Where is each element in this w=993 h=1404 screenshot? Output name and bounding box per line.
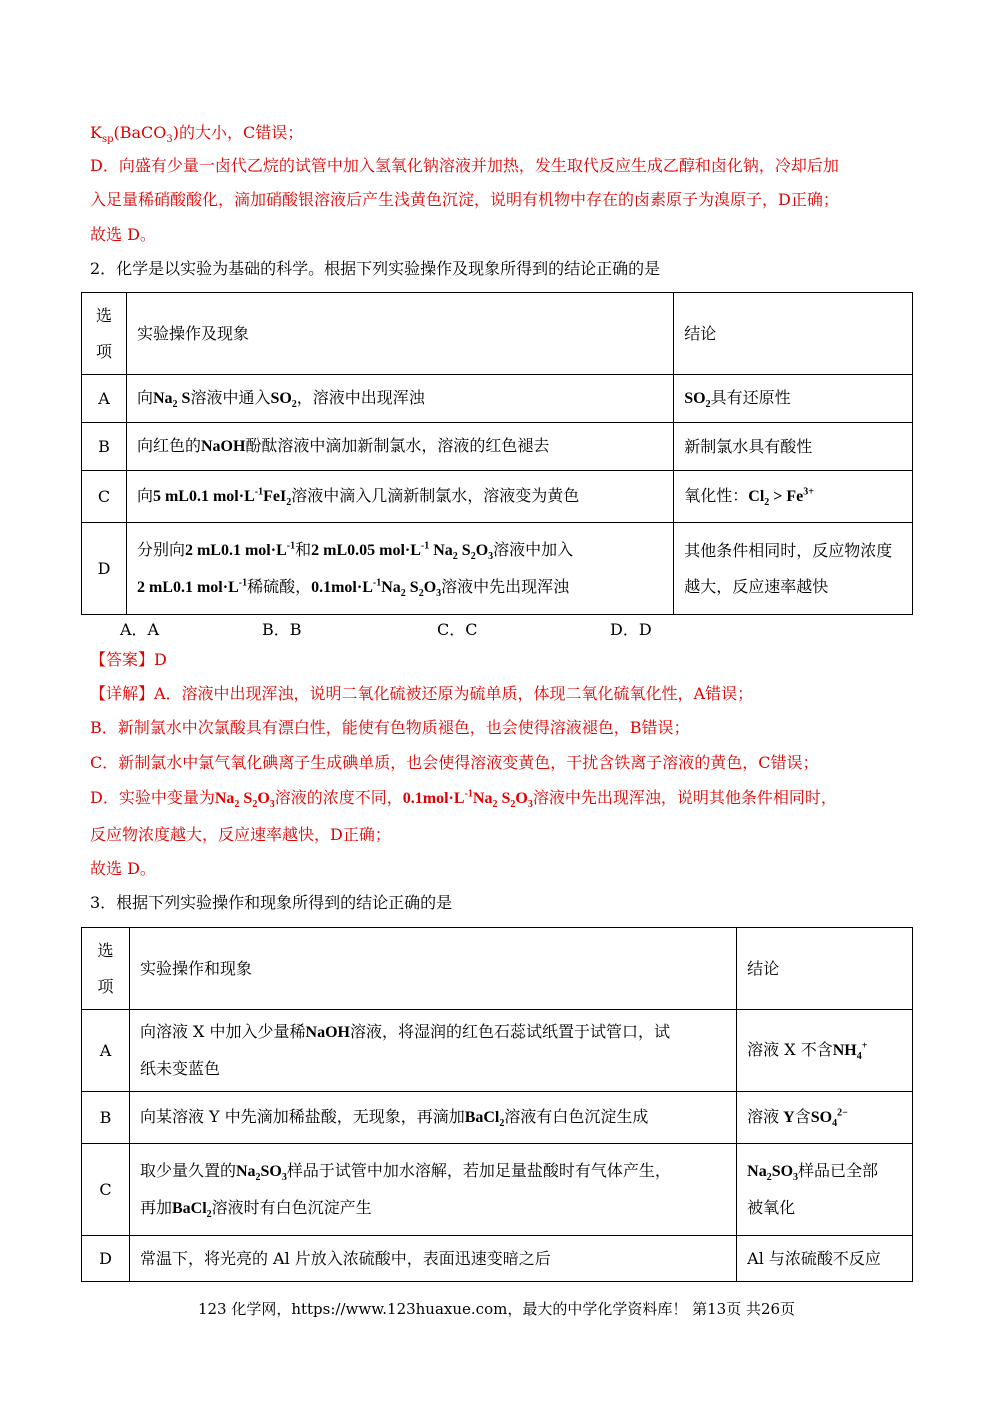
q2-header-option: 选 项: [82, 293, 127, 375]
q3-header-conclusion: 结论: [737, 928, 913, 1010]
page-footer: 123 化学网，https://www.123huaxue.com，最大的中学化学资料库！ 第13页 共26页: [197, 1300, 796, 1318]
q3-header-row: [82, 928, 913, 1010]
q2-a-operation: 向$Na_2$ S溶液中通入$SO_2$，溶液中出现浑浊: [126, 375, 673, 423]
choice-d[interactable]: D．D: [610, 620, 652, 639]
prev-explanation-d-line1: D．向盛有少量一卤代乙烷的试管中加入氢氧化钠溶液并加热，发生取代反应生成乙醇和卤化钠，冷却后加: [90, 156, 839, 175]
q3-a-operation: 向溶液 X 中加入少量稀NaOH溶液，将湿润的红色石蕊试纸置于试管口，试 纸未变蓝色: [129, 1010, 736, 1092]
q3-table: [81, 927, 913, 1282]
q2-stem: 2．化学是以实验为基础的科学。根据下列实验操作及现象所得到的结论正确的是: [90, 259, 661, 278]
q2-detail-b: B．新制氯水中次氯酸具有漂白性，能使有色物质褪色，也会使得溶液褪色，B错误；: [90, 718, 690, 737]
q2-d-operation: 分别向2 mL0.1 $mol\cdot L^{-1}$和2 mL0.05 $mol\cdot L^{-1}$ $Na_2$ $S_2O_3$溶液中加入 2 mL0.1 $mol\cdot L^{-1}$稀硫酸，$0.1mol\cdot L^{-1}Na_2$ $S_2O_3$溶液中先出现浑浊: [126, 523, 673, 615]
q3-a-conclusion: 溶液 X 不含$NH_4^+$: [737, 1010, 913, 1092]
q2-detail-d: D．实验中变量为$Na_2$ $S_2O_3$溶液的浓度不同，$0.1mol\cdot L^{-1}Na_2$ $S_2O_3$溶液中先出现浑浊，说明其他条件相同时，: [90, 788, 837, 811]
prev-explanation-d-line2: 入足量稀硝酸酸化，滴加硝酸银溶液后产生浅黄色沉淀，说明有机物中存在的卤素原子为溴原子，D正确；: [90, 190, 839, 209]
q2-header-operation: 实验操作及现象: [126, 293, 673, 375]
q2-detail-a: 【详解】A．溶液中出现浑浊，说明二氧化硫被还原为硫单质，体现二氧化硫氧化性，A错误；: [90, 684, 754, 703]
q3-d-operation: 常温下，将光亮的 Al 片放入浓硫酸中，表面迅速变暗之后: [129, 1236, 736, 1282]
table-row: A 向溶液 X 中加入少量稀NaOH溶液，将湿润的红色石蕊试纸置于试管口，试 纸未变蓝色 溶液 X 不含$NH_4^+$: [82, 1010, 913, 1092]
q3-c-operation: 取少量久置的$Na_2SO_3$样品于试管中加水溶解，若加足量盐酸时有气体产生， 再加BaCl$_2$溶液时有白色沉淀产生: [129, 1144, 736, 1236]
table-row: C 向5 mL0.1 $mol\cdot L^{-1}FeI_2$溶液中滴入几滴新制氯水，溶液变为黄色 氧化性：$Cl_2 > Fe^{3+}$: [82, 471, 913, 523]
q3-b-operation: 向某溶液 Y 中先滴加稀盐酸，无现象，再滴加BaCl$_2$溶液有白色沉淀生成: [129, 1092, 736, 1144]
q3-c-conclusion: $Na_2SO_3$样品已全部 被氧化: [737, 1144, 913, 1236]
choice-b[interactable]: B．B: [262, 620, 302, 639]
q2-table: [81, 292, 913, 615]
q2-header-row: [82, 293, 913, 375]
table-row: D 分别向2 mL0.1 $mol\cdot L^{-1}$和2 mL0.05 $mol\cdot L^{-1}$ $Na_2$ $S_2O_3$溶液中加入 2 mL0.1 $mol\cdot L^{-1}$稀硫酸，$0.1mol\cdot L^{-1}Na_2$ $S_2O_3$溶液中先出现浑浊 其他条件相同时，反应物浓度 越大，反应速率越快: [82, 523, 913, 615]
q3-b-conclusion: 溶液 Y含$SO_4^{2-}$: [737, 1092, 913, 1144]
q2-b-operation: 向红色的NaOH酚酞溶液中滴加新制氯水，溶液的红色褪去: [126, 423, 673, 471]
q3-header-option: 选 项: [82, 928, 130, 1010]
q2-detail-c: C．新制氯水中氯气氧化碘离子生成碘单质，也会使得溶液变黄色，干扰含铁离子溶液的黄色，C错误；: [90, 753, 819, 772]
choice-c[interactable]: C．C: [437, 620, 478, 639]
prev-explanation-c-tail: $K_{sp}(BaCO_3)$的大小，C错误；: [90, 123, 304, 146]
q3-d-conclusion: Al 与浓硫酸不反应: [737, 1236, 913, 1282]
q2-d-conclusion: 其他条件相同时，反应物浓度 越大，反应速率越快: [674, 523, 913, 615]
table-row: B 向某溶液 Y 中先滴加稀盐酸，无现象，再滴加BaCl$_2$溶液有白色沉淀生成 溶液 Y含$SO_4^{2-}$: [82, 1092, 913, 1144]
table-row: A 向$Na_2$ S溶液中通入$SO_2$，溶液中出现浑浊 $SO_2$具有还原性: [82, 375, 913, 423]
table-row: B 向红色的NaOH酚酞溶液中滴加新制氯水，溶液的红色褪去 新制氯水具有酸性: [82, 423, 913, 471]
q3-stem: 3．根据下列实验操作和现象所得到的结论正确的是: [90, 893, 453, 912]
table-row: D 常温下，将光亮的 Al 片放入浓硫酸中，表面迅速变暗之后 Al 与浓硫酸不反应: [82, 1236, 913, 1282]
q2-b-conclusion: 新制氯水具有酸性: [674, 423, 913, 471]
table-row: C 取少量久置的$Na_2SO_3$样品于试管中加水溶解，若加足量盐酸时有气体产生， 再加BaCl$_2$溶液时有白色沉淀产生 $Na_2SO_3$样品已全部 被氧化: [82, 1144, 913, 1236]
q2-choose: 故选 D。: [90, 859, 156, 878]
prev-explanation-choose: 故选 D。: [90, 225, 156, 244]
q2-detail-d-line2: 反应物浓度越大，反应速率越快，D正确；: [90, 825, 391, 844]
q2-a-conclusion: $SO_2$具有还原性: [674, 375, 913, 423]
q2-answer: 【答案】D: [90, 650, 167, 669]
q2-c-conclusion: 氧化性：$Cl_2 > Fe^{3+}$: [674, 471, 913, 523]
q3-header-operation: 实验操作和现象: [129, 928, 736, 1010]
q2-c-operation: 向5 mL0.1 $mol\cdot L^{-1}FeI_2$溶液中滴入几滴新制氯水，溶液变为黄色: [126, 471, 673, 523]
choice-a[interactable]: A．A: [120, 620, 160, 639]
q2-header-conclusion: 结论: [674, 293, 913, 375]
